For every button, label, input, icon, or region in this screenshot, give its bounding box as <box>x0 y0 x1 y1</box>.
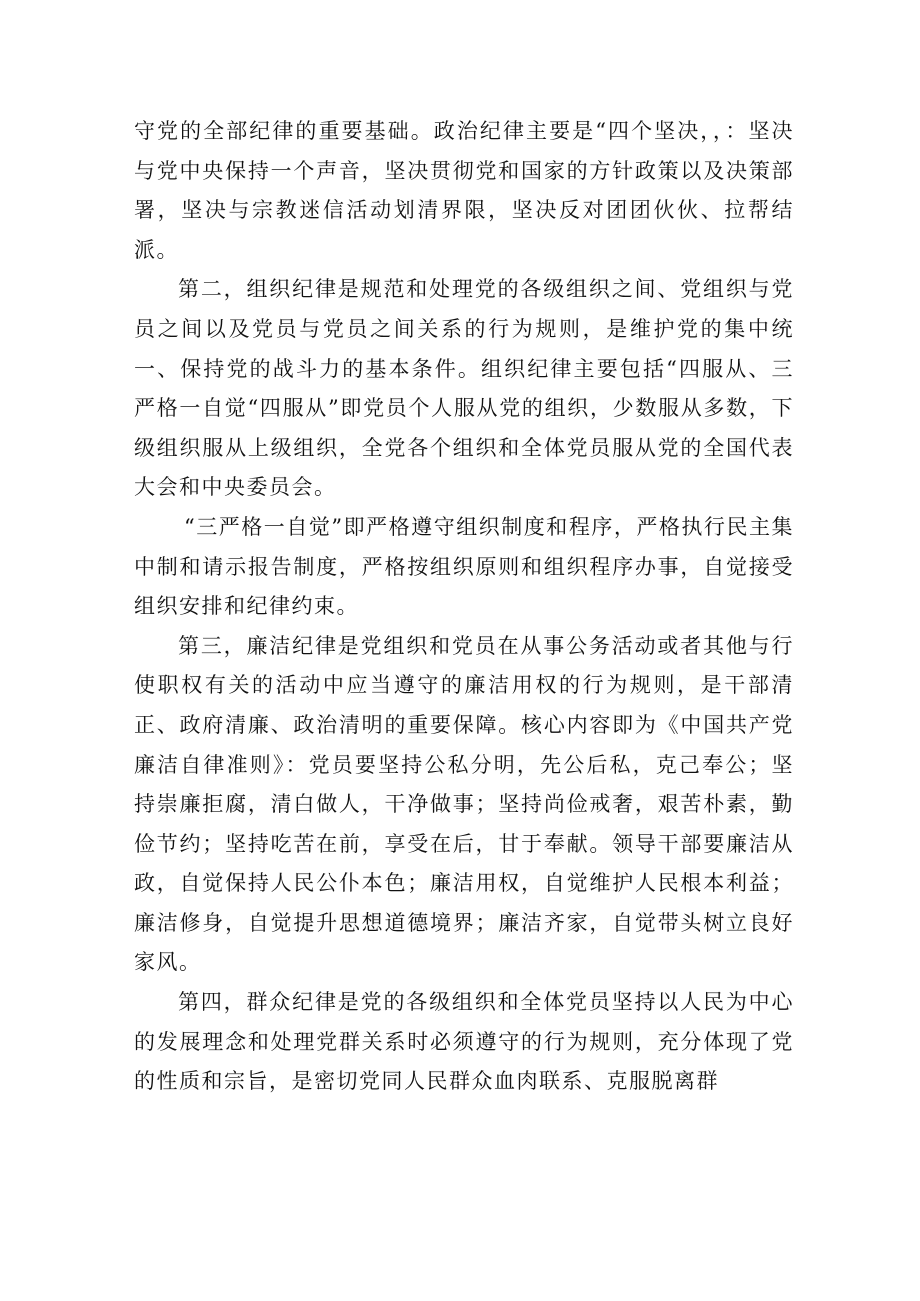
paragraph-political-discipline: 守党的全部纪律的重要基础。政治纪律主要是“四个坚决，，：坚决与党中央保持一个声音，坚决贯彻党和国家的方针政策以及决策部署，坚决与宗教迷信活动划清界限，坚决反对团团伙伙、拉帮结派。 <box>134 119 794 262</box>
paragraph-mass-discipline: 第四，群众纪律是党的各级组织和全体党员坚持以人民为中心的发展理念和处理党群关系时必须遵守的行为规则，充分体现了党的性质和宗旨，是密切党同人民群众血肉联系、克服脱离群 <box>134 990 794 1094</box>
paragraph-integrity-discipline: 第三，廉洁纪律是党组织和党员在从事公务活动或者其他与行使职权有关的活动中应当遵守的廉洁用权的行为规则，是干部清正、政府清廉、政治清明的重要保障。核心内容即为《中国共产党廉洁自律准则》：党员要坚持公私分明，先公后私，克己奉公；坚持崇廉拒腐，清白做人，干净做事；坚持尚俭戒奢，艰苦朴素，勤俭节约；坚持吃苦在前，享受在后，甘于奉献。领导干部要廉洁从政，自觉保持人民公仆本色；廉洁用权，自觉维护人民根本利益；廉洁修身，自觉提升思想道德境界；廉洁齐家，自觉带头树立良好家风。 <box>134 633 794 975</box>
paragraph-three-strict-one-conscious: “三严格一自觉”即严格遵守组织制度和程序，严格执行民主集中制和请示报告制度，严格按组织原则和组织程序办事，自觉接受组织安排和纪律约束。 <box>134 514 794 619</box>
paragraph-organizational-discipline: 第二，组织纪律是规范和处理党的各级组织之间、党组织与党员之间以及党员与党员之间关系的行为规则，是维护党的集中统一、保持党的战斗力的基本条件。组织纪律主要包括“四服从、三严格一自觉“四服从”即党员个人服从党的组织，少数服从多数，下级组织服从上级组织，全党各个组织和全体党员服从党的全国代表大会和中央委员会。 <box>134 277 794 500</box>
document-body <box>134 112 794 1102</box>
